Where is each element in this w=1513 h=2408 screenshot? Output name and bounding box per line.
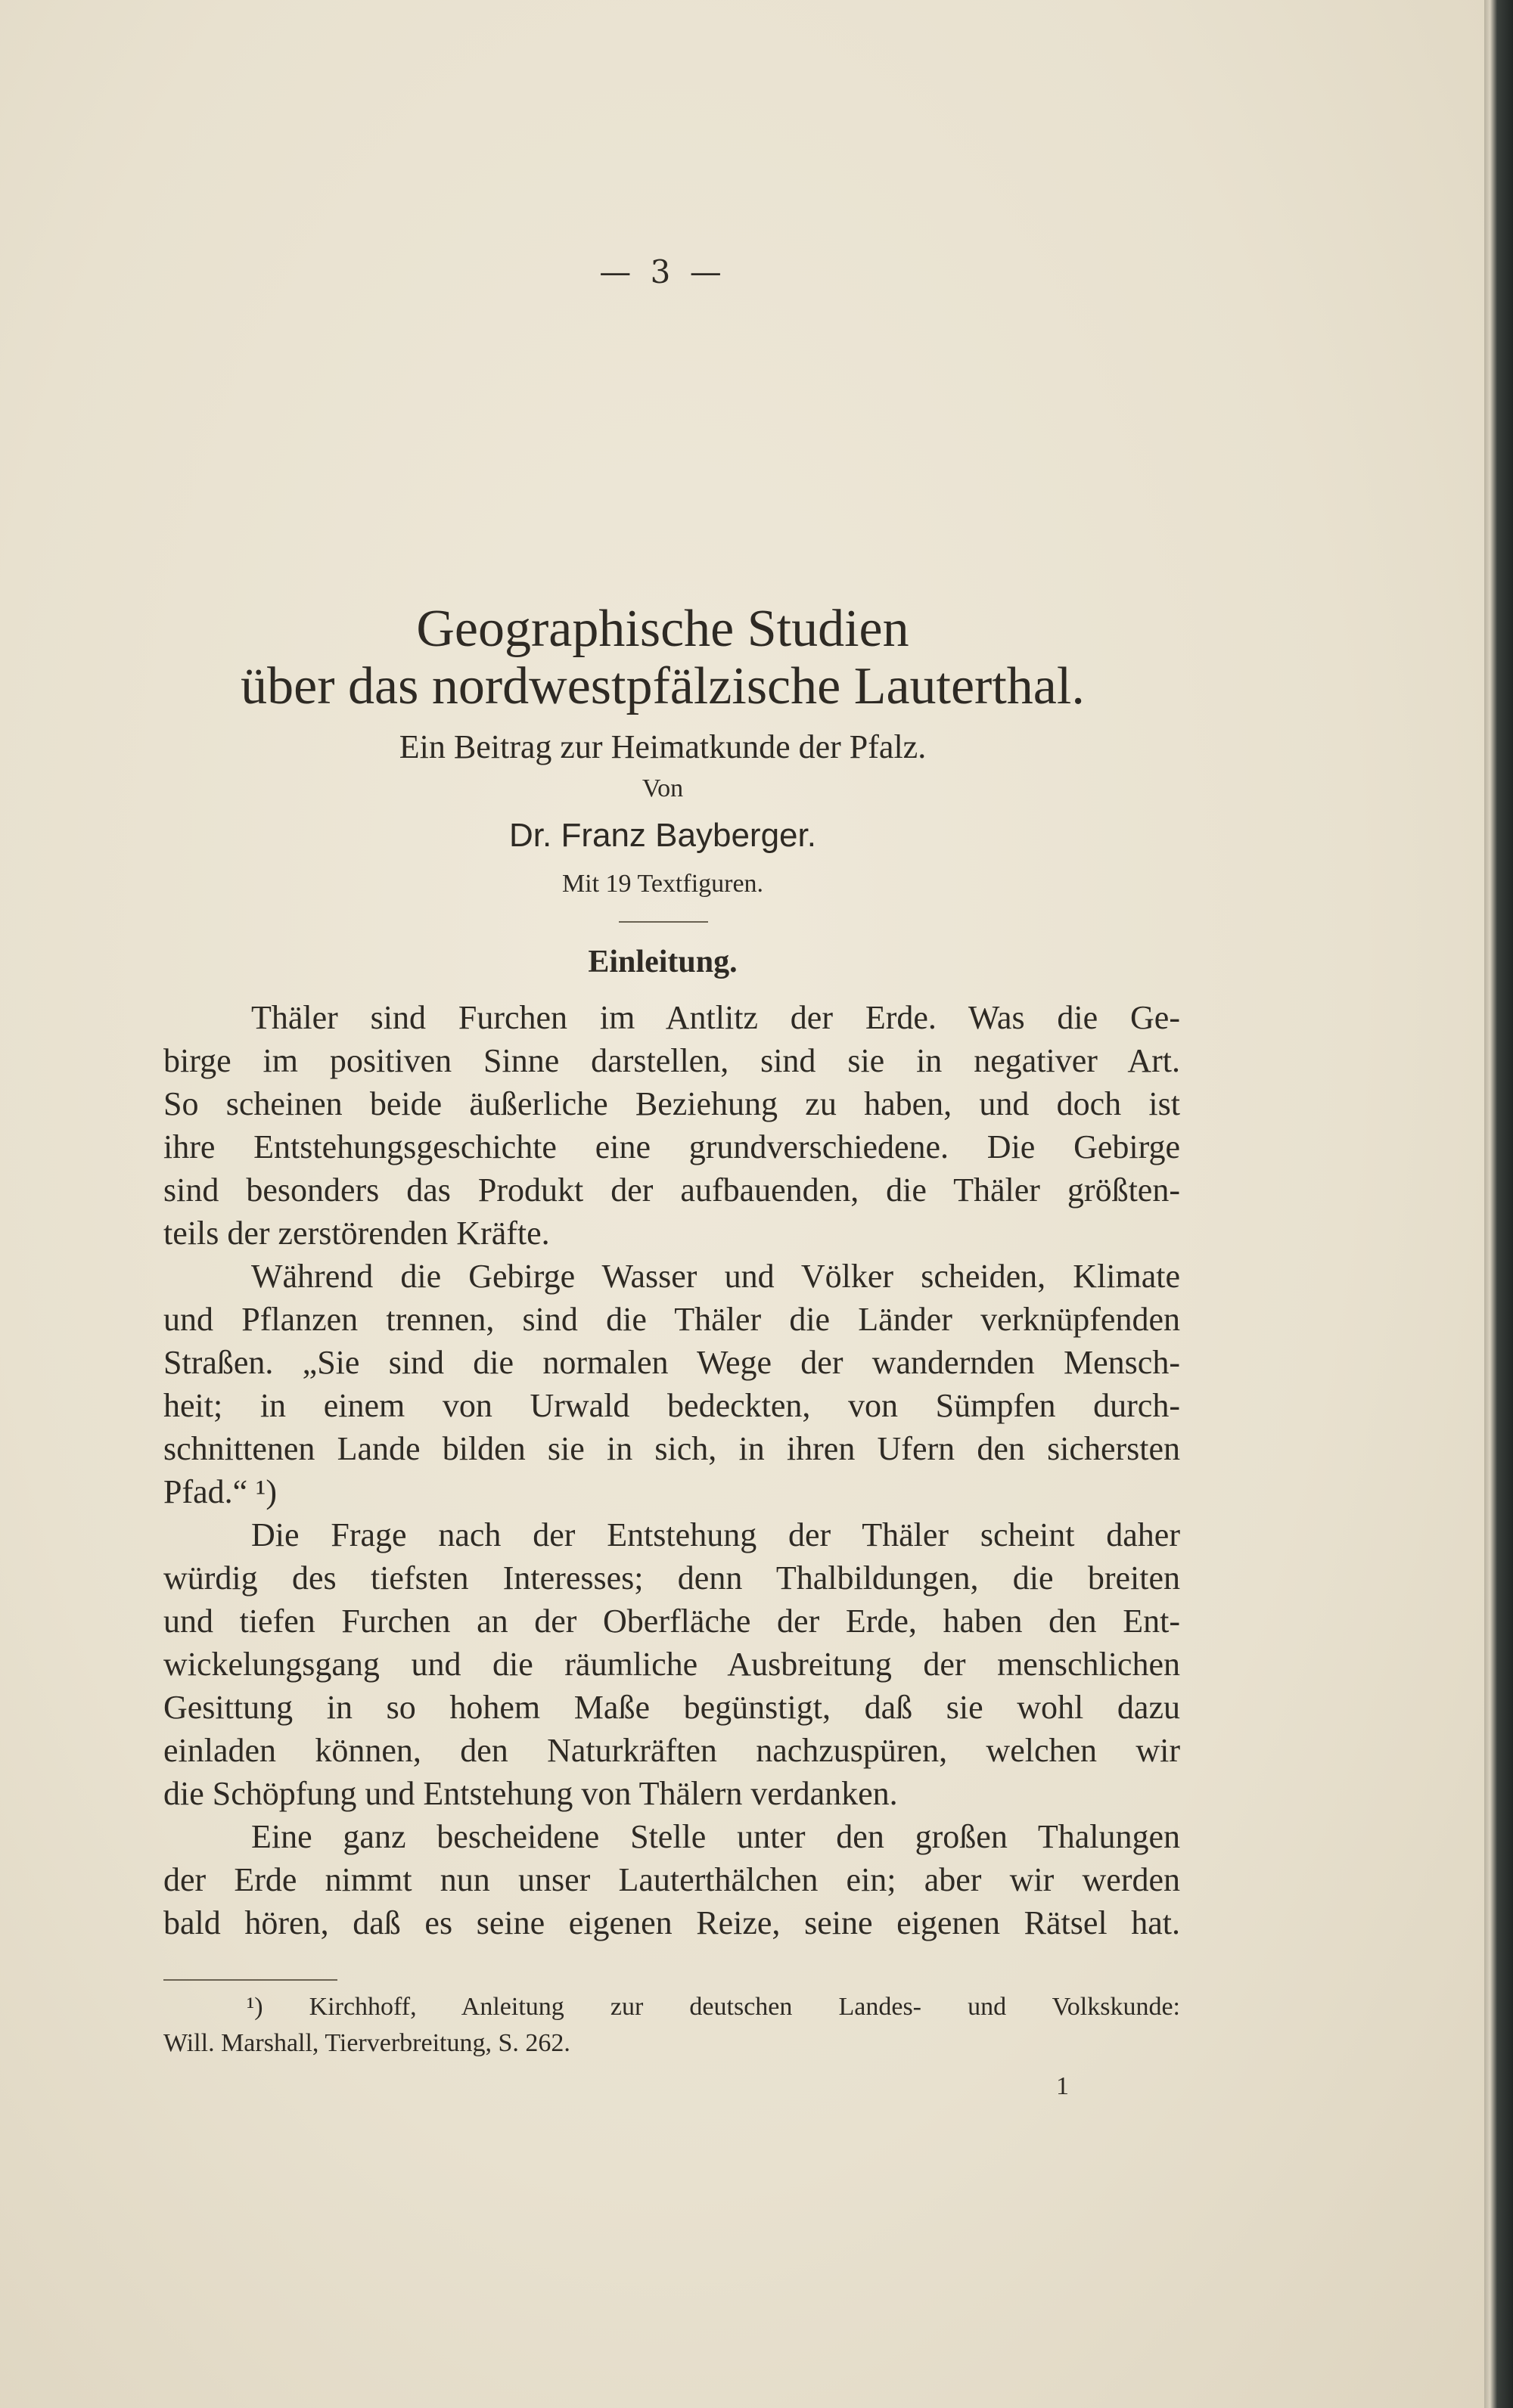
body-line: Während die Gebirge Wasser und Völker scheiden, Klimate bbox=[251, 1258, 1180, 1295]
body-line: Thäler sind Furchen im Antlitz der Erde. Was die Ge- bbox=[251, 999, 1180, 1036]
signature-mark: 1 bbox=[1056, 2072, 1069, 2100]
body-line: würdig des tiefsten Interesses; denn Thalbildungen, die breiten bbox=[163, 1559, 1180, 1597]
footnote-line: Will. Marshall, Tierverbreitung, S. 262. bbox=[163, 2029, 570, 2057]
subtitle: Ein Beitrag zur Heimatkunde der Pfalz. bbox=[399, 728, 927, 765]
body-line: Die Frage nach der Entstehung der Thäler scheint daher bbox=[251, 1516, 1180, 1553]
by-label: Von bbox=[642, 774, 684, 802]
footnotes bbox=[163, 1989, 1180, 2062]
body-line: der Erde nimmt nun unser Lauterthälchen ein; aber wir werden bbox=[163, 1861, 1180, 1898]
title-line-2: über das nordwestpfälzische Lauterthal. bbox=[241, 657, 1085, 715]
body-line: So scheinen beide äußerliche Beziehung zu haben, und doch ist bbox=[163, 1085, 1180, 1122]
body-line: birge im positiven Sinne darstellen, sind sie in negativer Art. bbox=[163, 1042, 1180, 1079]
body-line: wickelungsgang und die räumliche Ausbreitung der menschlichen bbox=[163, 1646, 1180, 1683]
footnote-divider bbox=[163, 1979, 337, 1981]
body-line: ihre Entstehungsgeschichte eine grundverschiedene. Die Gebirge bbox=[163, 1128, 1180, 1165]
section-heading: Einleitung. bbox=[588, 945, 738, 979]
body-line: schnittenen Lande bilden sie in sich, in ihren Ufern den sichersten bbox=[163, 1430, 1180, 1467]
body-line: heit; in einem von Urwald bedeckten, von Sümpfen durch- bbox=[163, 1387, 1180, 1424]
body-text bbox=[163, 996, 1180, 1944]
body-line: einladen können, den Naturkräften nachzuspüren, welchen wir bbox=[163, 1732, 1180, 1769]
body-line: und tiefen Furchen an der Oberfläche der Erde, haben den Ent- bbox=[163, 1603, 1180, 1640]
body-line: sind besonders das Produkt der aufbauenden, die Thäler größten- bbox=[163, 1171, 1180, 1209]
footnote-line: ¹) Kirchhoff, Anleitung zur deutschen Landes- und Volkskunde: bbox=[247, 1993, 1180, 2021]
body-line: Eine ganz bescheidene Stelle unter den großen Thalungen bbox=[251, 1818, 1180, 1855]
author: Dr. Franz Bayberger. bbox=[509, 817, 816, 854]
title-line-1: Geographische Studien bbox=[416, 600, 909, 658]
body-line: die Schöpfung und Entstehung von Thälern verdanken. bbox=[163, 1775, 898, 1812]
body-line: Straßen. „Sie sind die normalen Wege der wandernden Mensch- bbox=[163, 1344, 1180, 1381]
body-line: bald hören, daß es seine eigenen Reize, seine eigenen Rätsel hat. bbox=[163, 1904, 1180, 1941]
body-line: und Pflanzen trennen, sind die Thäler die Länder verknüpfenden bbox=[163, 1301, 1180, 1338]
binding-edge bbox=[1484, 0, 1513, 2408]
title-divider bbox=[619, 921, 708, 923]
body-line: Gesittung in so hohem Maße begünstigt, daß sie wohl dazu bbox=[163, 1689, 1180, 1726]
page-number: — 3 — bbox=[599, 253, 726, 290]
figures-note: Mit 19 Textfiguren. bbox=[561, 870, 764, 898]
body-line: Pfad.“ ¹) bbox=[163, 1473, 278, 1510]
body-line: teils der zerstörenden Kräfte. bbox=[163, 1215, 550, 1252]
